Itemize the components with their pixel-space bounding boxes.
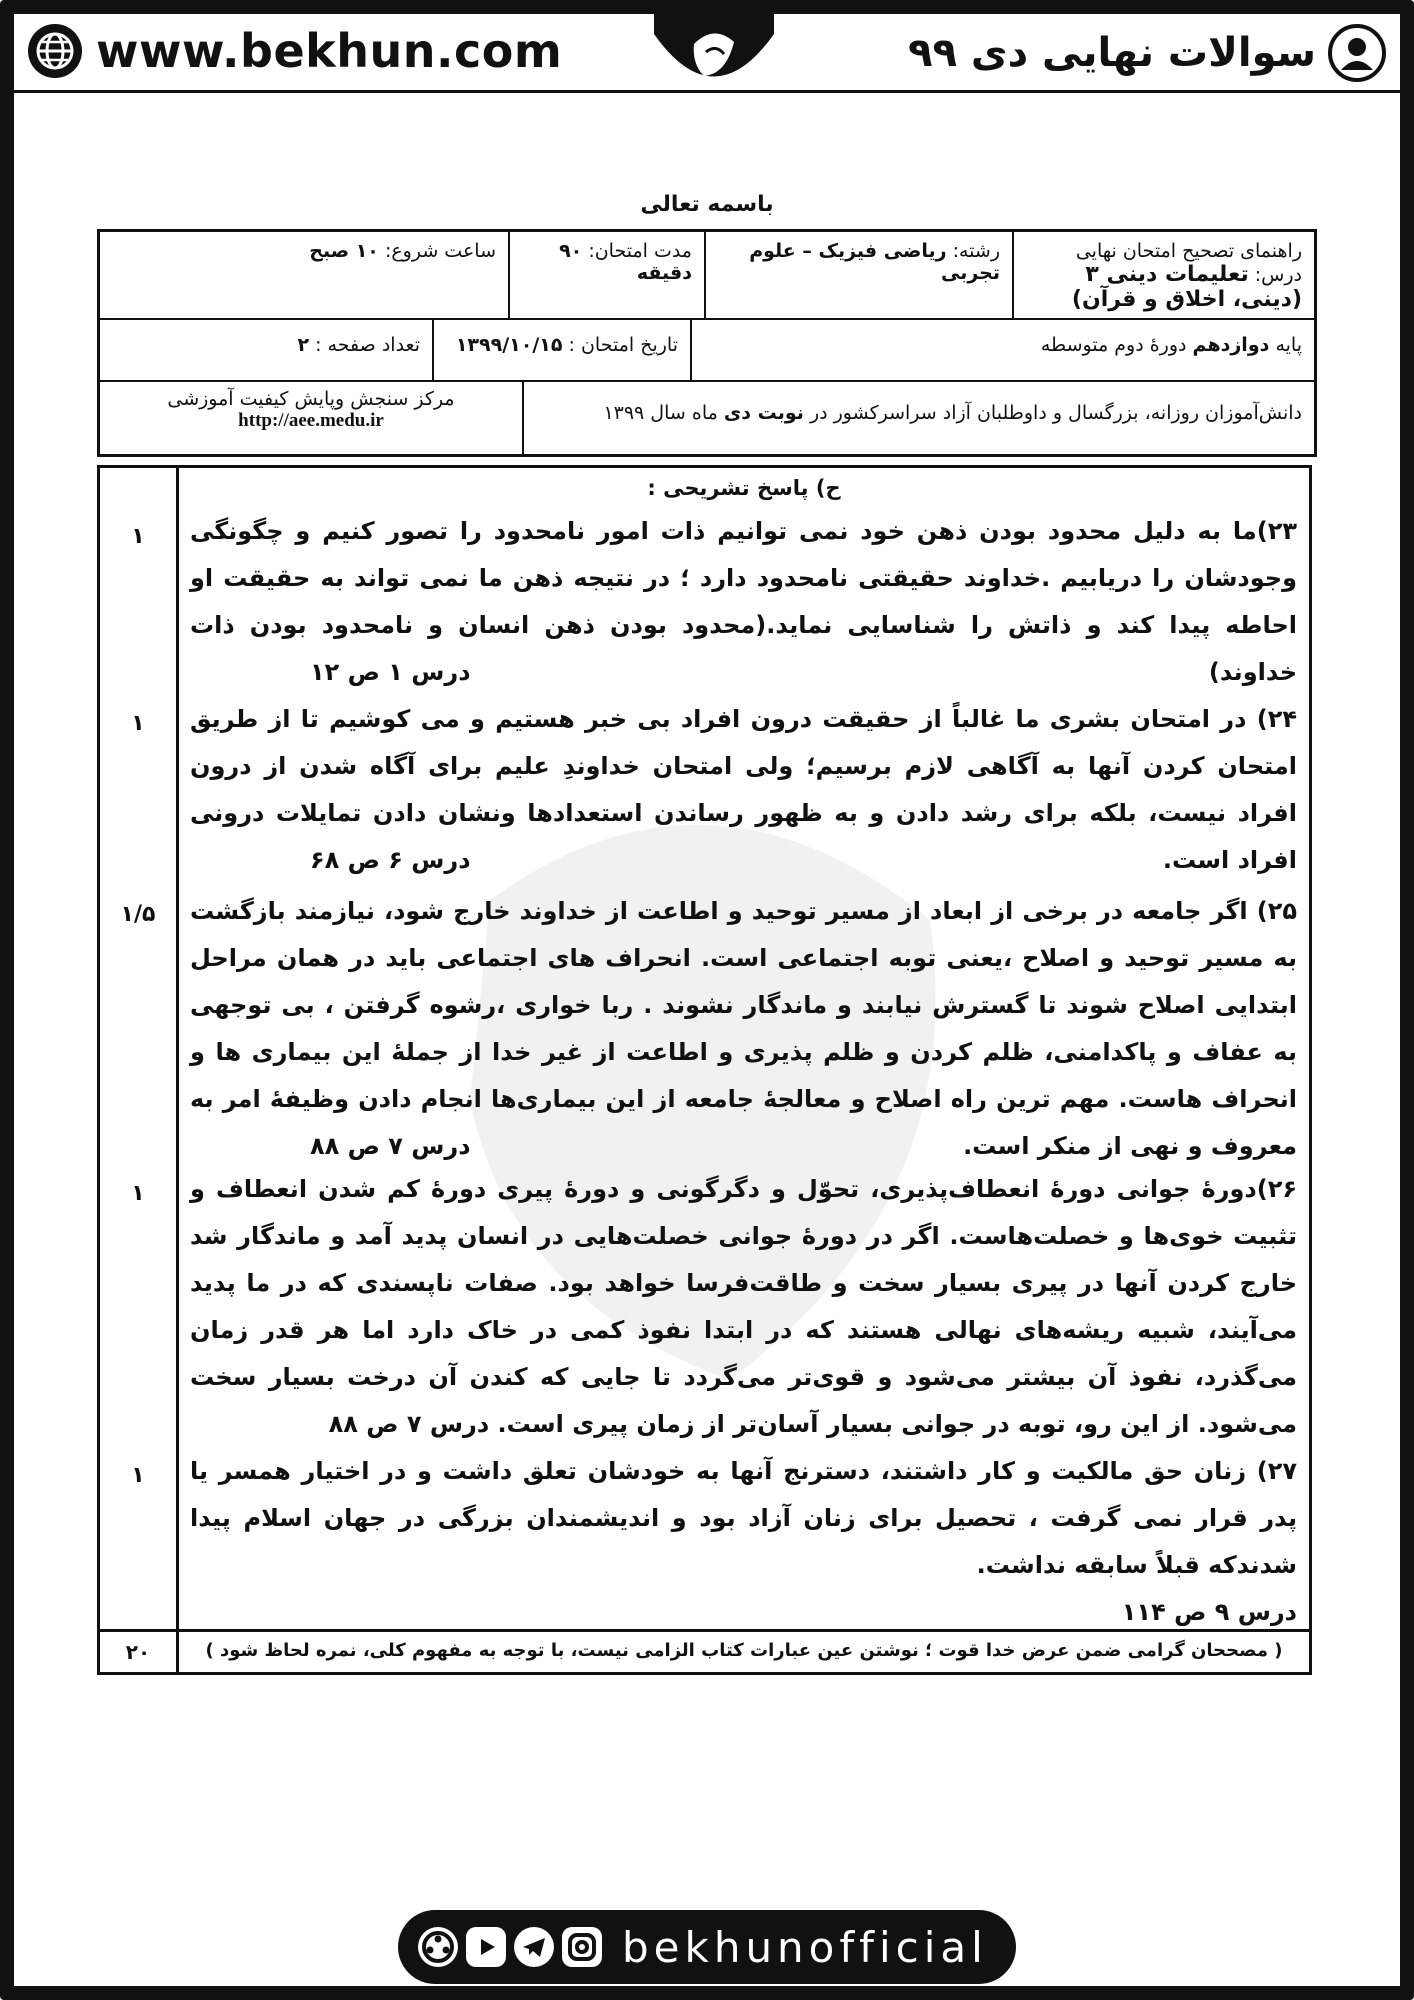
- date-label: تاریخ امتحان :: [568, 334, 678, 356]
- aparat-icon[interactable]: [418, 1927, 458, 1967]
- answer-q23-ref: درس ۱ ص ۱۲: [310, 658, 471, 686]
- grader-note: ( مصححان گرامی ضمن عرض خدا قوت ؛ نوشتن عین عبارات کتاب الزامی نیست، با توجه به مفهوم کلی، نمره لحاظ شود ): [205, 1640, 1283, 1661]
- audience-round: نوبت دی: [723, 402, 804, 424]
- duration-label: مدت امتحان:: [588, 240, 692, 262]
- user-icon: [1328, 24, 1386, 82]
- answers-title: ح) پاسخ تشریحی :: [647, 476, 841, 500]
- answers-footer-row: [97, 1629, 1312, 1675]
- answer-q23: [190, 508, 1297, 696]
- telegram-icon[interactable]: [514, 1927, 554, 1967]
- date-cell: [432, 320, 690, 380]
- answers-table: [97, 465, 1312, 1675]
- site-url[interactable]: www.bekhun.com: [96, 24, 563, 78]
- course-sub: (دینی، اخلاق و قرآن): [1071, 287, 1302, 312]
- grade-value: دوازدهم: [1192, 334, 1270, 356]
- pages-cell: [100, 320, 432, 380]
- center-url[interactable]: http://aee.medu.ir: [238, 410, 384, 431]
- exam-info-table: [97, 229, 1317, 457]
- audience-cell: [522, 382, 1314, 454]
- center-cell: [100, 382, 522, 454]
- pages-value: ۲: [297, 334, 310, 356]
- score-q25: ۱/۵: [120, 902, 156, 927]
- course-name: تعلیمات دینی ۳: [1085, 262, 1249, 287]
- answer-q23-text: ۲۳)ما به دلیل محدود بودن ذهن خود نمی توانیم ذات امور نامحدود را تصور کنیم و چگونگی وجودشان را دریابیم .خداوند حقیقتی نامحدود دارد ؛ در نتیجه ذهن ما نمی تواند به حقیقت او احاطه پیدا کند و ذاتش را شناسایی نماید.(محدود بودن ذهن انسان و نامحدود بودن ذات خداوند): [190, 517, 1297, 686]
- camera-icon[interactable]: [562, 1927, 602, 1967]
- answer-q26: [190, 1166, 1297, 1448]
- globe-icon: [28, 24, 82, 78]
- answer-q27-text: ۲۷) زنان حق مالکیت و کار داشتند، دسترنج آنها به خودشان تعلق داشت و در اختیار همسر یا پدر قرار نمی گرفت ، تحصیل برای زنان آزاد بود و اندیشمندان بزرگی در جهان اسلام پیدا شدندکه قبلاً سابقه نداشت.: [190, 1457, 1297, 1579]
- course-cell: [1012, 232, 1314, 318]
- course-label: راهنمای تصحیح امتحان نهایی درس:: [1075, 240, 1302, 286]
- youtube-icon[interactable]: [466, 1927, 506, 1967]
- answer-q27-ref: درس ۹ ص ۱۱۴: [1121, 1598, 1297, 1626]
- top-banner: [14, 14, 1400, 93]
- audience-year: ماه سال ۱۳۹۹: [603, 402, 718, 424]
- exam-title-text: سوالات نهایی دی ۹۹: [908, 30, 1316, 76]
- field-label: رشته:: [952, 240, 1000, 262]
- pages-label: تعداد صفحه :: [315, 334, 420, 356]
- start-label: ساعت شروع:: [384, 240, 496, 262]
- grade-prefix: پایه: [1275, 334, 1302, 356]
- grade-suffix: دورهٔ دوم متوسطه: [1040, 334, 1187, 356]
- score-q26: ۱: [131, 1181, 145, 1206]
- score-q23: ۱: [131, 524, 145, 549]
- center-name: مرکز سنجش وپایش کیفیت آموزشی: [167, 388, 455, 410]
- duration-value: ۹۰ دقیقه: [559, 240, 692, 284]
- total-score: ۲۰: [125, 1640, 151, 1664]
- duration-cell: [508, 232, 704, 318]
- answer-q26-text: ۲۶)دورۀ جوانی دورۀ انعطاف‌پذیری، تحوّل و دگرگونی و دورۀ پیری دورۀ کم شدن انعطاف و تثبیت خوی‌ها و خصلت‌هاست. اگر در دورۀ جوانی خصلت‌هایی در انسان پدید آمد و ماندگار شد خارج کردن آنها در پیری بسیار سخت و طاقت‌فرسا خواهد بود. صفات ناپسندی که در ما پدید می‌آیند، شبیه ریشه‌های نهالی هستند که در ابتدا نفوذ کمی در خاک دارد اما هر قدر زمان می‌گذرد، نفوذ آن بیشتر می‌شود و قوی‌تر می‌گردد تا جایی که کندن آن درخت بسیار سخت می‌شود. از این رو، توبه در جوانی بسیار آسان‌تر از زمان پیری است. درس ۷ ص ۸۸: [190, 1175, 1297, 1438]
- field-value: ریاضی فیزیک – علوم تجربی: [749, 240, 1000, 284]
- grade-cell: [690, 320, 1314, 380]
- answer-q25-text: ۲۵) اگر جامعه در برخی از ابعاد از مسیر توحید و اطاعت از خداوند خارج شود، نیازمند بازگشت به مسیر توحید و اصلاح ،یعنی توبه اجتماعی است. انحراف های اجتماعی باید در همان مراحل ابتدایی اصلاح شوند تا گسترش نیابند و ماندگار نشوند . ربا خواری ،رشوه گرفتن ، بی توجهی به عفاف و پاکدامنی، ظلم کردن و ظلم پذیری و اطاعت از غیر خدا از جملۀ این بیماری ها و انحراف هاست. مهم ترین راه اصلاح و معالجۀ جامعه از این بیماری‌ها انجام دادن وظیفۀ امر به معروف و نهی از منکر است.: [190, 897, 1297, 1160]
- score-divider: [176, 468, 179, 1672]
- answer-q25-ref: درس ۷ ص ۸۸: [310, 1132, 471, 1160]
- answer-q24-text: ۲۴) در امتحان بشری ما غالباً از حقیقت درون افراد بی خبر هستیم و می کوشیم تا از طریق امتحان کردن آنها به آگاهی لازم برسیم؛ ولی امتحان خداوندِ علیم برای آگاه شدن از درون افراد نیست، بلکه برای رشد دادن و به ظهور رساندن استعدادها ونشان دادن تمایلات درونی افراد است.: [190, 705, 1297, 874]
- field-cell: [704, 232, 1012, 318]
- score-q27: ۱: [131, 1463, 145, 1488]
- start-value: ۱۰ صبح: [309, 240, 379, 262]
- social-handle[interactable]: bekhunofficial: [622, 1922, 988, 1972]
- social-bar: [398, 1910, 1016, 1984]
- bekhun-logo: [634, 14, 794, 104]
- start-cell: [100, 232, 508, 318]
- answer-q24: [190, 696, 1297, 884]
- answer-q25: [190, 888, 1297, 1170]
- site-link[interactable]: [28, 24, 562, 78]
- answer-q27: [190, 1448, 1297, 1636]
- score-q24: ۱: [131, 711, 145, 736]
- answer-q24-ref: درس ۶ ص ۶۸: [310, 846, 471, 874]
- audience-text: دانش‌آموزان روزانه، بزرگسال و داوطلبان آزاد سراسرکشور در: [809, 402, 1302, 424]
- exam-title: [908, 24, 1386, 82]
- date-value: ۱۳۹۹/۱۰/۱۵: [455, 334, 563, 356]
- basmala: باسمه تعالی: [640, 192, 774, 217]
